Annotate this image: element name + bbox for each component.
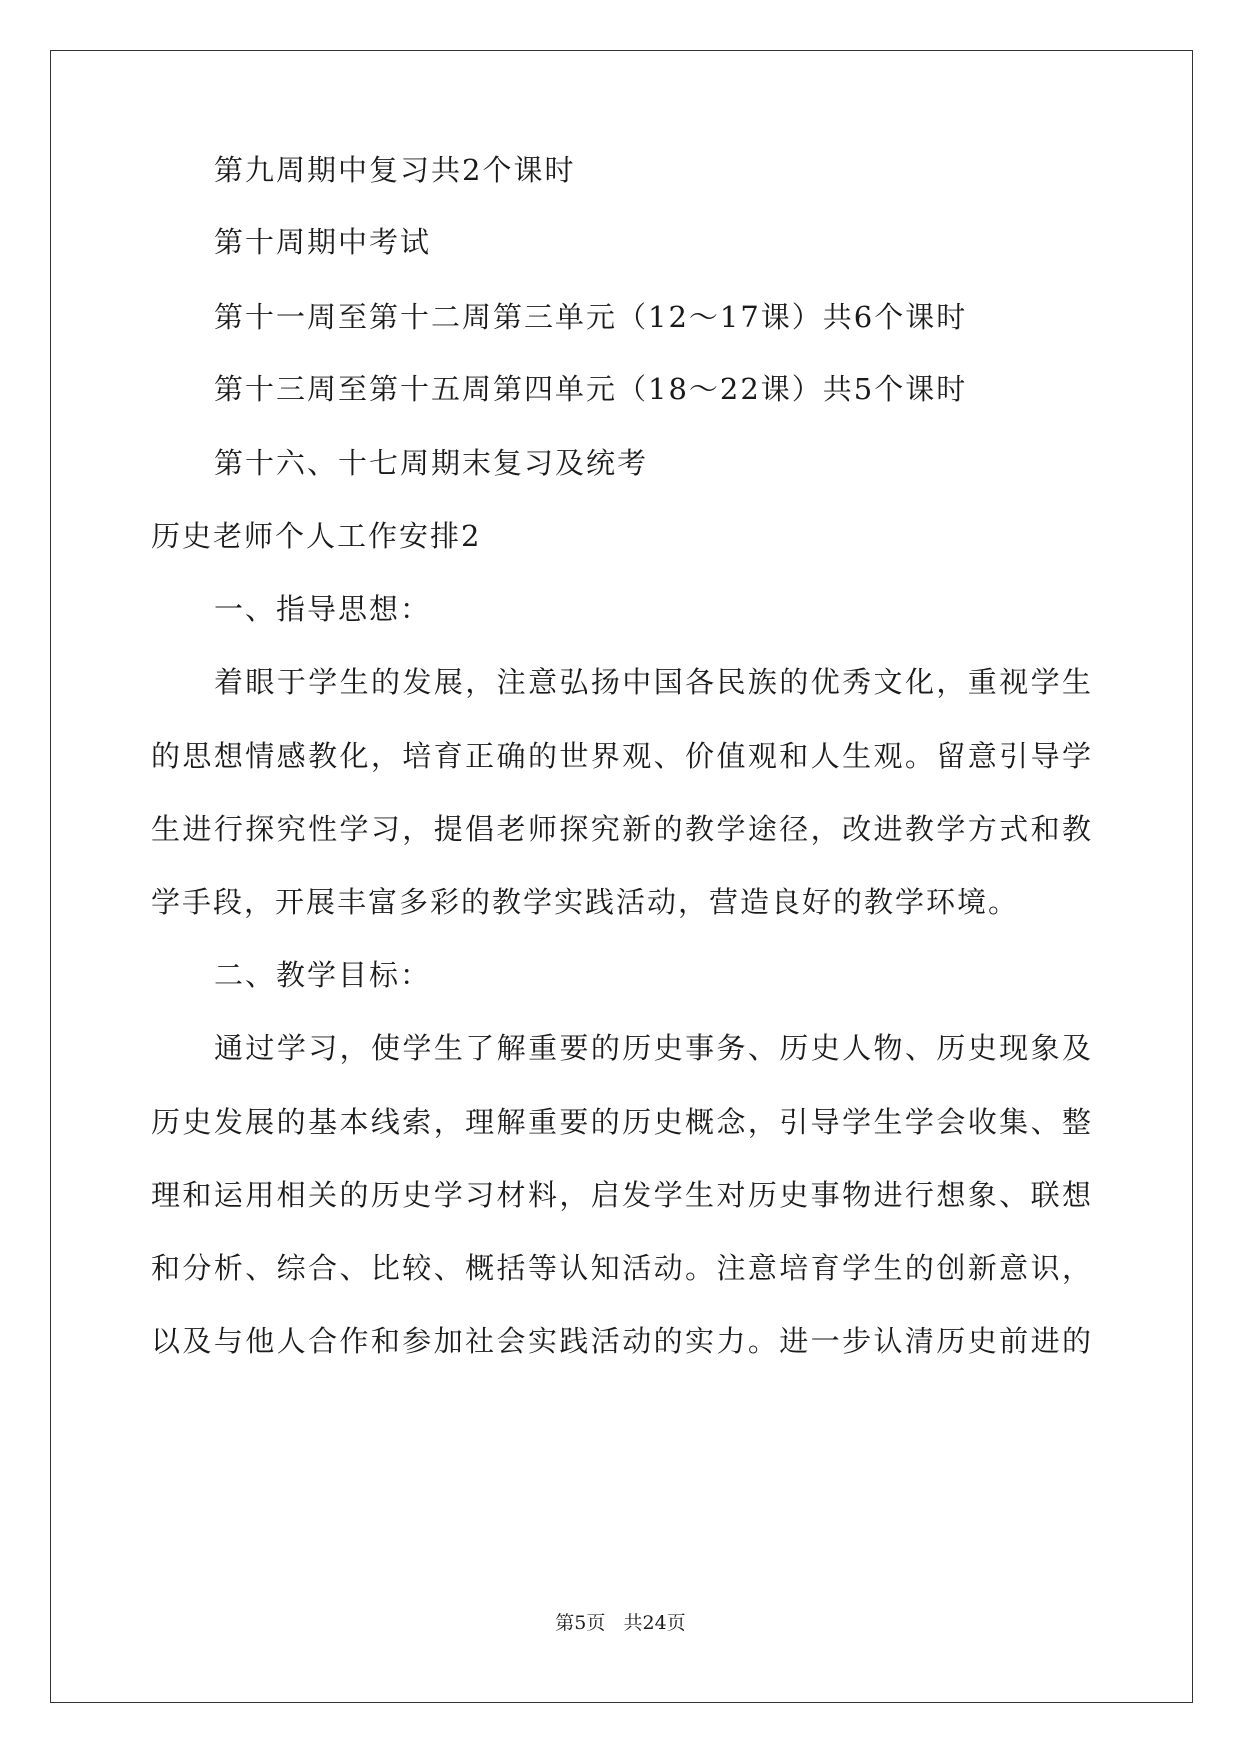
paragraph-line: 历史发展的基本线索，理解重要的历史概念，引导学生学会收集、整 [151, 1105, 1091, 1139]
paragraph-line: 和分析、综合、比较、概括等认知活动。注意培育学生的创新意识， [151, 1251, 1091, 1285]
schedule-week-16-17: 第十六、十七周期末复习及统考 [214, 446, 649, 480]
schedule-week-9: 第九周期中复习共2个课时 [214, 153, 576, 187]
schedule-week-11-12: 第十一周至第十二周第三单元（12～17课）共6个课时 [214, 300, 968, 334]
heading-teaching-goals: 二、教学目标： [214, 958, 432, 992]
paragraph-line: 以及与他人合作和参加社会实践活动的实力。进一步认清历史前进的 [151, 1324, 1091, 1358]
schedule-week-13-15: 第十三周至第十五周第四单元（18～22课）共5个课时 [214, 372, 968, 406]
heading-guiding-thought: 一、指导思想： [214, 592, 432, 626]
schedule-week-10: 第十周期中考试 [214, 225, 432, 259]
paragraph-line: 生进行探究性学习，提倡老师探究新的教学途径，改进教学方式和教 [151, 812, 1091, 846]
paragraph-line: 的思想情感教化，培育正确的世界观、价值观和人生观。留意引导学 [151, 739, 1091, 773]
section-title: 历史老师个人工作安排2 [151, 519, 482, 553]
paragraph-line: 着眼于学生的发展，注意弘扬中国各民族的优秀文化，重视学生 [214, 665, 1091, 699]
paragraph-line: 理和运用相关的历史学习材料，启发学生对历史事物进行想象、联想 [151, 1178, 1091, 1212]
paragraph-line: 通过学习，使学生了解重要的历史事务、历史人物、历史现象及 [214, 1031, 1091, 1065]
paragraph-line: 学手段，开展丰富多彩的教学实践活动，营造良好的教学环境。 [151, 885, 1020, 919]
page-number-footer: 第5页 共24页 [555, 1612, 686, 1634]
